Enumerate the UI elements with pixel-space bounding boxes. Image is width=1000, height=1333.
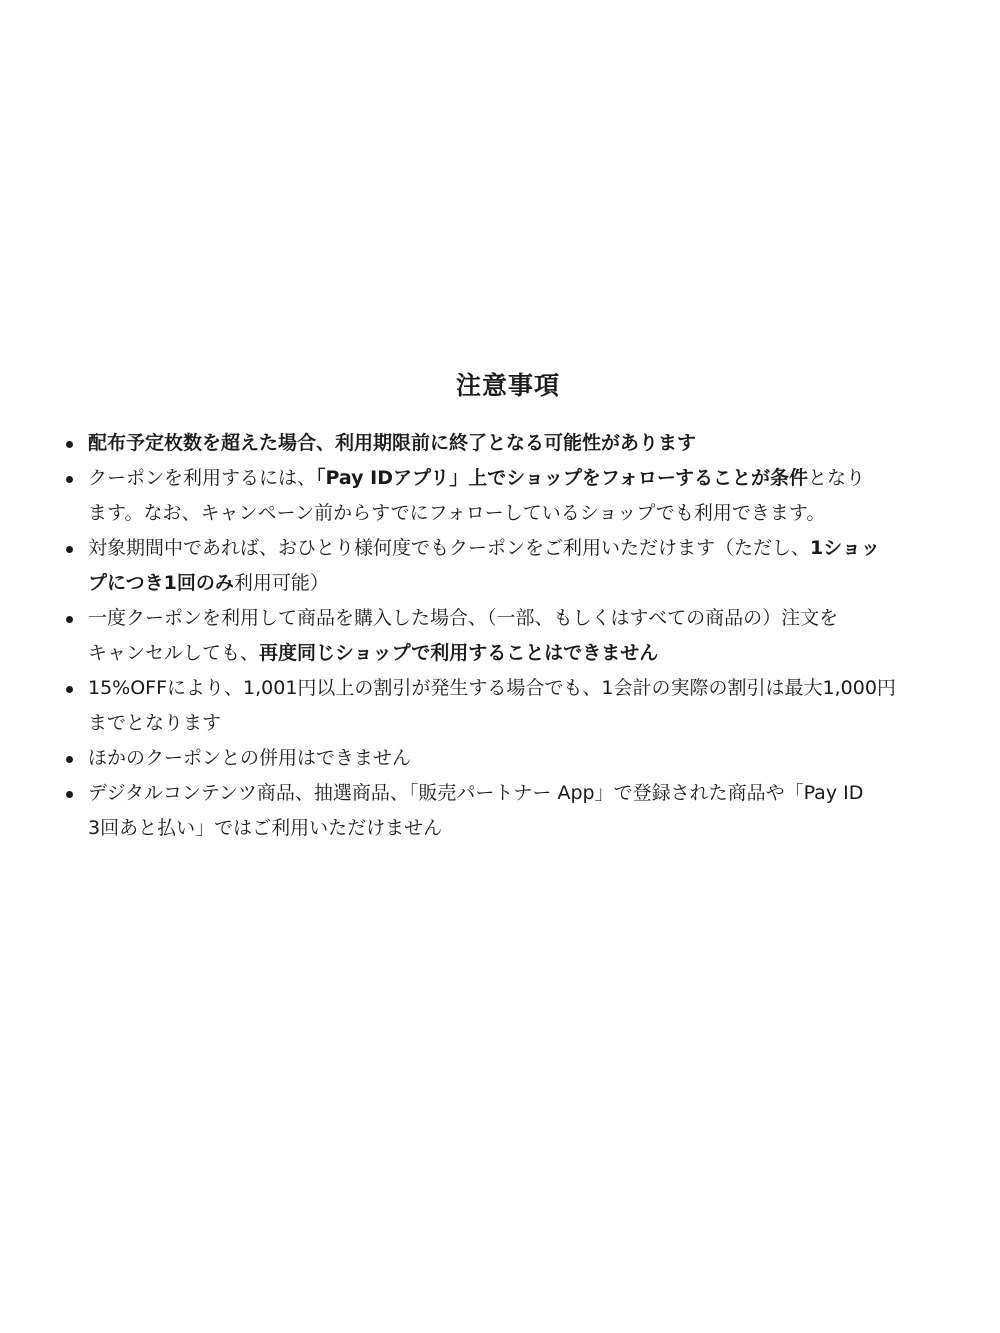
notice-text-bold: 「Pay IDアプリ」上でショップをフォローすることが条件 bbox=[316, 467, 808, 489]
notice-item-line bbox=[88, 776, 954, 811]
bullet-icon bbox=[66, 756, 73, 763]
notice-text: キャンセルしても、 bbox=[88, 642, 260, 664]
notice-text: デジタルコンテンツ商品、抽選商品、「販売パートナー App」で登録された商品や「Pay ID bbox=[88, 782, 864, 804]
notice-item-line bbox=[88, 741, 954, 776]
notice-item-line bbox=[88, 636, 954, 671]
notice-item-line bbox=[88, 671, 954, 706]
bullet-icon bbox=[66, 476, 73, 483]
notice-text: 利用可能） bbox=[233, 572, 329, 594]
notice-text-bold: プにつき1回のみ bbox=[88, 572, 234, 594]
notice-item bbox=[62, 426, 954, 461]
notice-item-line bbox=[88, 566, 954, 601]
notice-item-line bbox=[88, 531, 954, 566]
notice-text: 一度クーポンを利用して商品を購入した場合、（一部、もしくはすべての商品の）注文を bbox=[88, 607, 839, 629]
notice-text: となり bbox=[807, 467, 865, 489]
notice-item-line bbox=[88, 811, 954, 846]
notice-text: 15%OFFにより、1,001円以上の割引が発生する場合でも、1会計の実際の割引は最大1,000円 bbox=[88, 677, 896, 699]
notice-item bbox=[62, 601, 954, 671]
notice-text-bold: 再度同じショップで利用することはできません bbox=[259, 642, 659, 664]
notice-title: 注意事項 bbox=[455, 371, 560, 400]
notice-text-bold: 1ショッ bbox=[810, 537, 880, 559]
bullet-icon bbox=[66, 686, 73, 693]
notice-item bbox=[62, 531, 954, 601]
bullet-icon bbox=[66, 546, 73, 553]
notice-list bbox=[62, 426, 954, 846]
notice-item-line bbox=[88, 706, 954, 741]
notice-item-line bbox=[88, 426, 954, 461]
notice-item-line bbox=[88, 496, 954, 531]
notice-text: ます。なお、キャンペーン前からすでにフォローしているショップでも利用できます。 bbox=[88, 502, 826, 524]
bullet-icon bbox=[66, 791, 73, 798]
notice-text-bold: 配布予定枚数を超えた場合、利用期限前に終了となる可能性があります bbox=[88, 432, 697, 454]
notice-item bbox=[62, 776, 954, 846]
notice-text: クーポンを利用するには、 bbox=[88, 467, 317, 489]
notice-item-line bbox=[88, 461, 954, 496]
notice-text: 3回あと払い」ではご利用いただけません bbox=[88, 817, 443, 839]
notice-text: ほかのクーポンとの併用はできません bbox=[88, 747, 412, 769]
notice-item bbox=[62, 461, 954, 531]
bullet-icon bbox=[66, 616, 73, 623]
notice-text: 対象期間中であれば、おひとり様何度でもクーポンをご利用いただけます（ただし、 bbox=[88, 537, 811, 559]
notice-item-line bbox=[88, 601, 954, 636]
notice-section bbox=[62, 368, 954, 846]
notice-item bbox=[62, 741, 954, 776]
notice-text: までとなります bbox=[88, 712, 222, 734]
notice-item bbox=[62, 671, 954, 741]
bullet-icon bbox=[66, 441, 73, 448]
